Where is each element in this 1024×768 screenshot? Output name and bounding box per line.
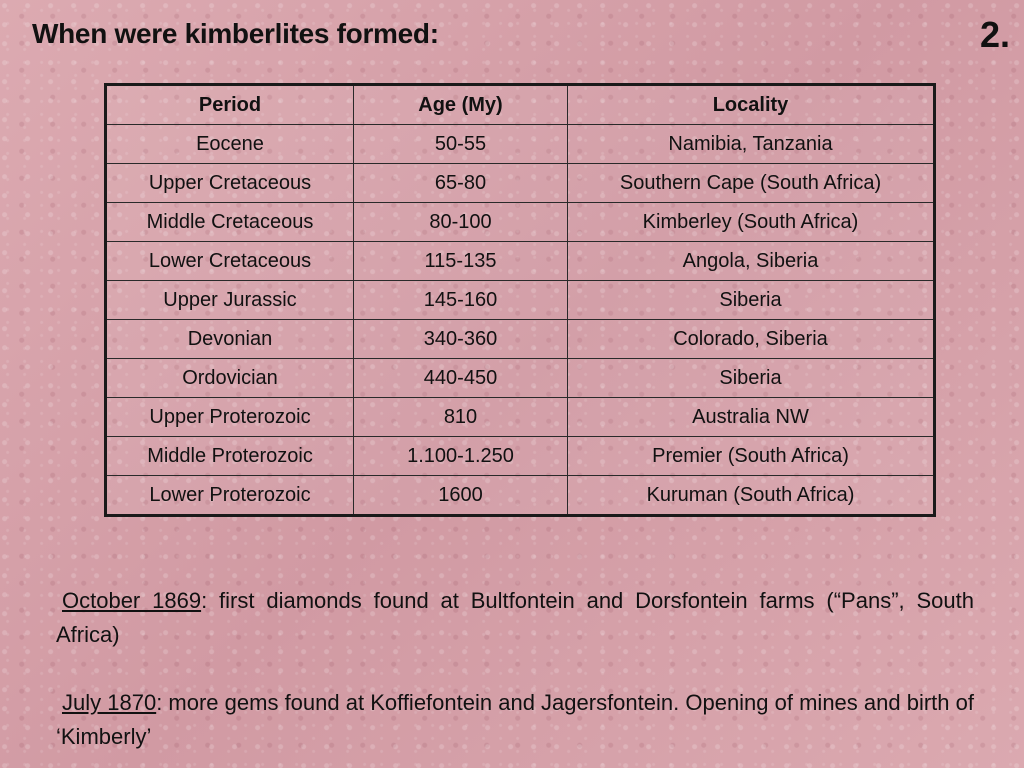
cell-period: Lower Cretaceous bbox=[106, 242, 354, 281]
cell-locality: Siberia bbox=[568, 359, 935, 398]
table-row bbox=[106, 203, 935, 242]
cell-period: Upper Jurassic bbox=[106, 281, 354, 320]
table-row bbox=[106, 281, 935, 320]
cell-age: 440-450 bbox=[354, 359, 568, 398]
cell-age: 340-360 bbox=[354, 320, 568, 359]
table-row bbox=[106, 242, 935, 281]
cell-period: Devonian bbox=[106, 320, 354, 359]
cell-period: Middle Cretaceous bbox=[106, 203, 354, 242]
note-date: July 1870 bbox=[62, 690, 157, 715]
slide-number: 2. bbox=[979, 14, 1010, 55]
cell-period: Ordovician bbox=[106, 359, 354, 398]
column-header-locality: Locality bbox=[568, 85, 935, 125]
cell-age: 80-100 bbox=[354, 203, 568, 242]
cell-locality: Premier (South Africa) bbox=[568, 437, 935, 476]
table-row bbox=[106, 437, 935, 476]
slide-title: When were kimberlites formed: bbox=[32, 18, 439, 49]
cell-age: 1.100-1.250 bbox=[354, 437, 568, 476]
kimberlite-table bbox=[104, 83, 936, 517]
table-row bbox=[106, 125, 935, 164]
table-header-row bbox=[106, 85, 935, 125]
cell-locality: Namibia, Tanzania bbox=[568, 125, 935, 164]
cell-period: Eocene bbox=[106, 125, 354, 164]
cell-locality: Colorado, Siberia bbox=[568, 320, 935, 359]
note-july-1870 bbox=[56, 686, 974, 754]
cell-age: 65-80 bbox=[354, 164, 568, 203]
table-row bbox=[106, 164, 935, 203]
column-header-period: Period bbox=[106, 85, 354, 125]
table-row bbox=[106, 320, 935, 359]
table-row bbox=[106, 398, 935, 437]
cell-period: Upper Proterozoic bbox=[106, 398, 354, 437]
cell-age: 810 bbox=[354, 398, 568, 437]
note-october-1869 bbox=[56, 584, 974, 652]
note-text: : more gems found at Koffiefontein and Jagersfontein. Opening of mines and birth of ‘Kimberly’ bbox=[56, 690, 974, 749]
cell-locality: Southern Cape (South Africa) bbox=[568, 164, 935, 203]
cell-age: 50-55 bbox=[354, 125, 568, 164]
cell-period: Lower Proterozoic bbox=[106, 476, 354, 516]
table-row bbox=[106, 476, 935, 516]
note-text: : first diamonds found at Bultfontein and Dorsfontein farms (“Pans”, South Africa) bbox=[56, 588, 975, 647]
cell-period: Middle Proterozoic bbox=[106, 437, 354, 476]
cell-period: Upper Cretaceous bbox=[106, 164, 354, 203]
cell-age: 1600 bbox=[354, 476, 568, 516]
note-date: October 1869 bbox=[62, 588, 202, 613]
table-row bbox=[106, 359, 935, 398]
cell-locality: Australia NW bbox=[568, 398, 935, 437]
cell-locality: Kuruman (South Africa) bbox=[568, 476, 935, 516]
column-header-age: Age (My) bbox=[354, 85, 568, 125]
cell-age: 145-160 bbox=[354, 281, 568, 320]
cell-locality: Angola, Siberia bbox=[568, 242, 935, 281]
cell-locality: Siberia bbox=[568, 281, 935, 320]
cell-locality: Kimberley (South Africa) bbox=[568, 203, 935, 242]
cell-age: 115-135 bbox=[354, 242, 568, 281]
